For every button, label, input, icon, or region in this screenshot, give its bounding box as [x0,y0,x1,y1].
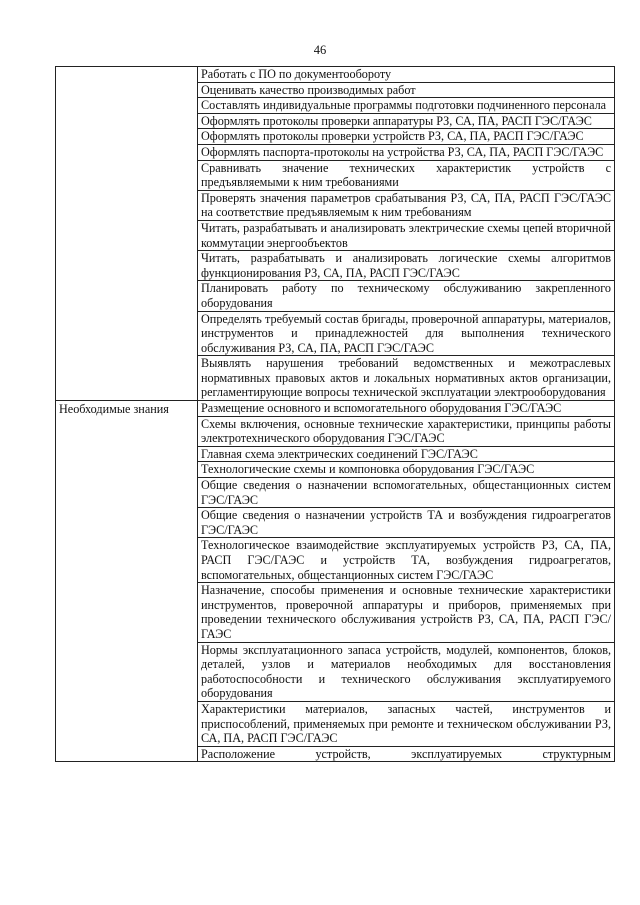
table-cell: Общие сведения о назначении вспомогательных, общестанционных систем ГЭС/ГАЭС [198,478,615,508]
table-cell: Оформлять протоколы проверки аппаратуры РЗ, СА, ПА, РАСП ГЭС/ГАЭС [198,113,615,129]
table-cell: Определять требуемый состав бригады, проверочной аппаратуры, материалов, инструментов и принадлежностей для выполнения технического обслуживания РЗ, СА, ПА, РАСП ГЭС/ГАЭС [198,311,615,356]
page-number: 46 [313,43,327,57]
table-cell: Оформлять паспорта-протоколы на устройства РЗ, СА, ПА, РАСП ГЭС/ГАЭС [198,144,615,160]
table-cell: Работать с ПО по документообороту [198,67,615,83]
table-cell: Проверять значения параметров срабатывания РЗ, СА, ПА, РАСП ГЭС/ГАЭС на соответствие предъявляемым к ним требованиям [198,190,615,220]
table-cell: Технологические схемы и компоновка оборудования ГЭС/ГАЭС [198,462,615,478]
requirements-table [55,66,615,762]
table-cell: Составлять индивидуальные программы подготовки подчиненного персонала [198,98,615,114]
table-cell: Общие сведения о назначении устройств ТА и возбуждения гидроагрегатов ГЭС/ГАЭС [198,508,615,538]
table-cell: Схемы включения, основные технические характеристики, принципы работы электротехнического оборудования ГЭС/ГАЭС [198,416,615,446]
table-cell: Главная схема электрических соединений ГЭС/ГАЭС [198,446,615,462]
table-cell: Читать, разрабатывать и анализировать логические схемы алгоритмов функционирования РЗ, СА, ПА, РАСП ГЭС/ГАЭС [198,251,615,281]
table-cell: Сравнивать значение технических характеристик устройств с предъявляемыми к ним требованиями [198,160,615,190]
table-cell: Оценивать качество производимых работ [198,82,615,98]
table-cell: Технологическое взаимодействие эксплуатируемых устройств РЗ, СА, ПА, РАСП ГЭС/ГАЭС и устройств ТА, возбуждения гидроагрегатов, вспомогательных, общестанционных систем ГЭС/ГАЭС [198,538,615,583]
table-row [56,67,615,83]
table-cell: Выявлять нарушения требований ведомственных и межотраслевых нормативных правовых актов и локальных нормативных актов организации, регламентирующие вопросы технической эксплуатации электрооборудования [198,356,615,401]
table-cell: Нормы эксплуатационного запаса устройств, модулей, компонентов, блоков, деталей, узлов и материалов необходимых для восстановления работоспособности и технического обслуживания эксплуатируемого оборудования [198,642,615,701]
section-label-skills [56,67,198,401]
table-cell: Оформлять протоколы проверки устройств РЗ, СА, ПА, РАСП ГЭС/ГАЭС [198,129,615,145]
table-cell: Размещение основного и вспомогательного оборудования ГЭС/ГАЭС [198,401,615,417]
table-cell: Планировать работу по техническому обслуживанию закрепленного оборудования [198,281,615,311]
table-cell: Характеристики материалов, запасных частей, инструментов и приспособлений, применяемых при ремонте и техническом обслуживании РЗ, СА, ПА, РАСП ГЭС/ГАЭС [198,701,615,746]
table-cell: Расположение устройств, эксплуатируемых структурным [198,746,615,762]
table-row [56,401,615,417]
table-cell: Читать, разрабатывать и анализировать электрические схемы цепей вторичной коммутации энергообъектов [198,220,615,250]
table-cell: Назначение, способы применения и основные технические характеристики инструментов, проверочной аппаратуры и приборов, применяемых при проведении технического обслуживания устройств РЗ, СА, ПА, РАСП ГЭС/ГАЭС [198,583,615,642]
section-label-knowledge: Необходимые знания [56,401,198,762]
